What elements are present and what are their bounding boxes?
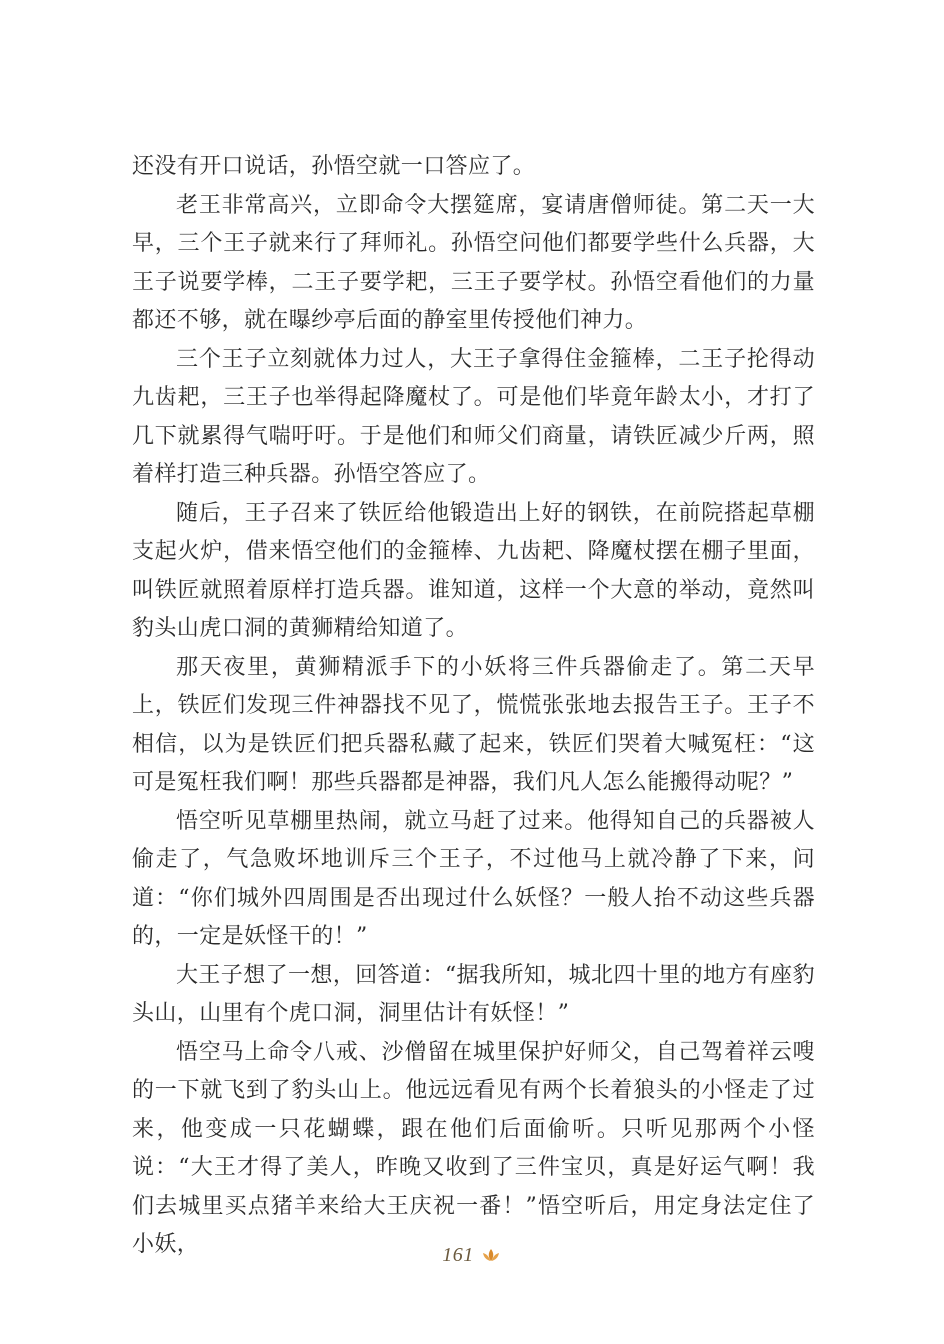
lotus-icon: [480, 1247, 502, 1263]
body-text: [132, 148, 815, 1265]
paragraph: 悟空听见草棚里热闹，就立马赶了过来。他得知自己的兵器被人偷走了，气急败坏地训斥三个王子，不过他马上就冷静了下来，问道：“你们城外四周围是否出现过什么妖怪？一般人抬不动这些兵器的，一定是妖怪干的！”: [132, 808, 815, 949]
paragraph: 随后，王子召来了铁匠给他锻造出上好的钢铁，在前院搭起草棚支起火炉，借来悟空他们的金箍棒、九齿耙、降魔杖摆在棚子里面，叫铁匠就照着原样打造兵器。谁知道，这样一个大意的举动，竟然叫豹头山虎口洞的黄狮精给知道了。: [132, 500, 815, 641]
paragraph: 大王子想了一想，回答道：“据我所知，城北四十里的地方有座豹头山，山里有个虎口洞，洞里估计有妖怪！”: [132, 962, 815, 1026]
page-number: 161: [442, 1243, 474, 1266]
paragraph: 老王非常高兴，立即命令大摆筵席，宴请唐僧师徒。第二天一大早，三个王子就来行了拜师礼。孙悟空问他们都要学些什么兵器，大王子说要学棒，二王子要学耙，三王子要学杖。孙悟空看他们的力量都还不够，就在曝纱亭后面的静室里传授他们神力。: [132, 192, 815, 333]
page-footer: [0, 1240, 944, 1270]
paragraph: 三个王子立刻就体力过人，大王子拿得住金箍棒，二王子抡得动九齿耙，三王子也举得起降魔杖了。可是他们毕竟年龄太小，才打了几下就累得气喘吁吁。于是他们和师父们商量，请铁匠减少斤两，照着样打造三种兵器。孙悟空答应了。: [132, 346, 815, 487]
paragraph-continued: 还没有开口说话，孙悟空就一口答应了。: [132, 154, 536, 179]
paragraph: 悟空马上命令八戒、沙僧留在城里保护好师父，自己驾着祥云嗖的一下就飞到了豹头山上。他远远看见有两个长着狼头的小怪走了过来，他变成一只花蝴蝶，跟在他们后面偷听。只听见那两个小怪说：“大王才得了美人，昨晚又收到了三件宝贝，真是好运气啊！我们去城里买点猪羊来给大王庆祝一番！”悟空听后，用定身法定住了小妖，: [132, 1039, 815, 1257]
paragraph: 那天夜里，黄狮精派手下的小妖将三件兵器偷走了。第二天早上，铁匠们发现三件神器找不见了，慌慌张张地去报告王子。王子不相信，以为是铁匠们把兵器私藏了起来，铁匠们哭着大喊冤枉：“这可是冤枉我们啊！那些兵器都是神器，我们凡人怎么能搬得动呢？”: [132, 654, 815, 795]
